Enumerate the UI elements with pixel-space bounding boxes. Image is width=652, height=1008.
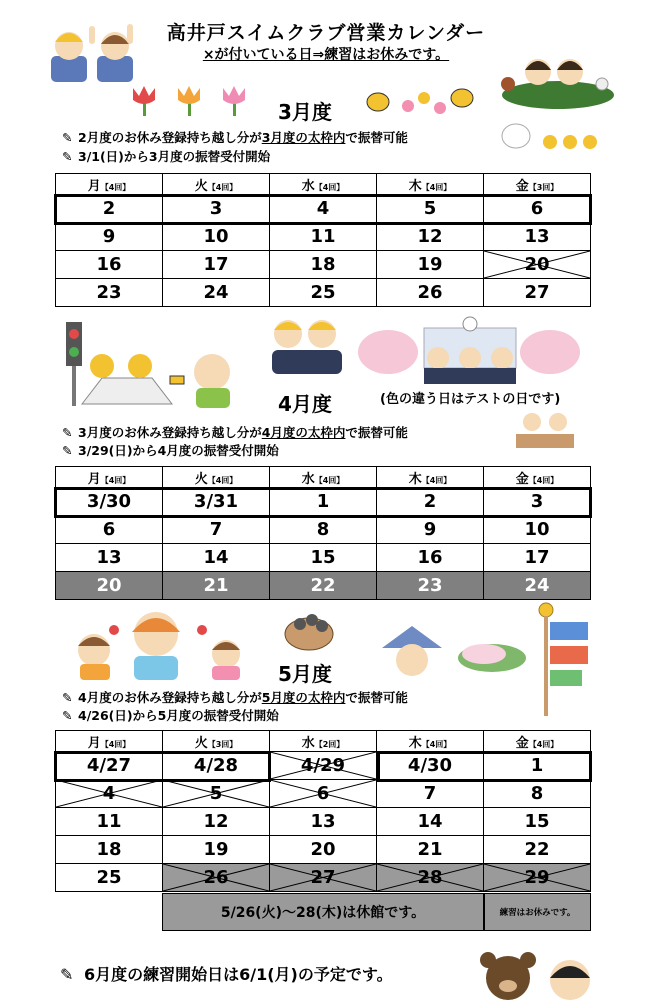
note-text: 3/1(日)から3月度の振替受付開始 bbox=[78, 149, 271, 164]
date-cell: 18 bbox=[56, 836, 163, 864]
friday-closed-notice bbox=[484, 893, 591, 931]
subtitle-text: ×が付いている日⇒練習はお休みです。 bbox=[202, 47, 450, 63]
test-day-cell: 20 bbox=[56, 572, 163, 600]
table-row-test-days bbox=[56, 572, 591, 600]
page-title: 高井戸スイムクラブ営業カレンダー bbox=[166, 22, 486, 44]
header-tue: 火【4回】 bbox=[163, 174, 270, 195]
date-cell: 14 bbox=[163, 544, 270, 572]
table-row bbox=[56, 808, 591, 836]
march-calendar-table bbox=[55, 173, 591, 307]
may-note-2 bbox=[62, 706, 279, 724]
table-row bbox=[56, 864, 591, 892]
tulips-icon bbox=[125, 82, 255, 118]
table-row bbox=[56, 488, 591, 516]
date-text: 4 bbox=[102, 783, 116, 804]
date-cell: 15 bbox=[484, 808, 591, 836]
pin-icon: ✎ bbox=[60, 965, 74, 984]
date-cell: 9 bbox=[377, 516, 484, 544]
basket-icon bbox=[282, 606, 336, 652]
date-cell: 22 bbox=[484, 836, 591, 864]
pin-icon: ✎ bbox=[62, 149, 73, 164]
note-text: で振替可能 bbox=[345, 425, 408, 440]
pin-icon: ✎ bbox=[62, 130, 73, 145]
kids-on-grass-icon bbox=[498, 40, 616, 110]
chicks-icon bbox=[498, 118, 616, 154]
date-cell: 19 bbox=[163, 836, 270, 864]
table-header-row bbox=[56, 731, 591, 752]
date-cell: 18 bbox=[270, 251, 377, 279]
crossing-scene-icon bbox=[62, 318, 242, 410]
date-cell: 23 bbox=[56, 279, 163, 307]
date-cell: 10 bbox=[484, 516, 591, 544]
carnation-kids-icon bbox=[66, 604, 258, 682]
header-mon: 月【4回】 bbox=[56, 467, 163, 488]
note-emphasis: 3月度の太枠内 bbox=[261, 130, 346, 145]
date-cell: 3 bbox=[163, 195, 270, 223]
closed-notice bbox=[162, 893, 484, 931]
pin-icon: ✎ bbox=[62, 690, 73, 705]
may-title: 5月度 bbox=[278, 662, 332, 686]
school-sakura-icon bbox=[358, 316, 580, 386]
date-cell: 12 bbox=[163, 808, 270, 836]
date-cell-cancelled bbox=[56, 780, 163, 808]
march-title: 3月度 bbox=[278, 100, 332, 124]
date-cell-cancelled bbox=[163, 780, 270, 808]
date-cell: 11 bbox=[56, 808, 163, 836]
test-day-cell: 23 bbox=[377, 572, 484, 600]
note-text: 3/29(日)から4月度の振替受付開始 bbox=[78, 443, 279, 458]
date-cell: 6 bbox=[56, 516, 163, 544]
date-cell: 19 bbox=[377, 251, 484, 279]
date-text: 6 bbox=[316, 783, 330, 804]
date-cell: 13 bbox=[484, 223, 591, 251]
closed-day-cell bbox=[163, 864, 270, 892]
header-thu: 木【4回】 bbox=[377, 731, 484, 752]
header-thu: 木【4回】 bbox=[377, 467, 484, 488]
table-row bbox=[56, 279, 591, 307]
date-cell: 3/31 bbox=[163, 488, 270, 516]
header-tue: 火【4回】 bbox=[163, 467, 270, 488]
date-cell: 7 bbox=[377, 780, 484, 808]
table-row bbox=[56, 516, 591, 544]
march-note-1 bbox=[62, 128, 408, 146]
date-text: 28 bbox=[417, 867, 443, 888]
date-cell: 26 bbox=[377, 279, 484, 307]
date-cell: 2 bbox=[56, 195, 163, 223]
closed-day-cell bbox=[270, 864, 377, 892]
date-text: 26 bbox=[203, 867, 229, 888]
date-cell: 16 bbox=[56, 251, 163, 279]
kabuto-kashiwamochi-icon bbox=[372, 622, 532, 682]
header-fri: 金【4回】 bbox=[484, 467, 591, 488]
test-day-cell: 21 bbox=[163, 572, 270, 600]
footer-text: 6月度の練習開始日は6/1(月)の予定です。 bbox=[84, 965, 393, 984]
date-cell: 2 bbox=[377, 488, 484, 516]
date-cell: 8 bbox=[484, 780, 591, 808]
note-text: で振替可能 bbox=[345, 690, 408, 705]
bees-flowers-icon bbox=[362, 84, 480, 120]
table-row bbox=[56, 780, 591, 808]
april-title: 4月度 bbox=[278, 392, 332, 416]
april-note-2 bbox=[62, 441, 279, 459]
date-text: 20 bbox=[524, 254, 550, 275]
date-cell: 13 bbox=[56, 544, 163, 572]
table-row bbox=[56, 223, 591, 251]
date-cell: 4/28 bbox=[163, 752, 270, 780]
date-cell: 12 bbox=[377, 223, 484, 251]
date-cell: 17 bbox=[484, 544, 591, 572]
date-cell: 20 bbox=[270, 836, 377, 864]
note-emphasis: 5月度の太枠内 bbox=[261, 690, 346, 705]
header-tue: 火【3回】 bbox=[163, 731, 270, 752]
header-mon: 月【4回】 bbox=[56, 731, 163, 752]
friday-closed-text: 練習はお休みです。 bbox=[499, 908, 576, 918]
pin-icon: ✎ bbox=[62, 708, 73, 723]
may-note-1 bbox=[62, 688, 408, 706]
test-day-cell: 22 bbox=[270, 572, 377, 600]
april-note-1 bbox=[62, 423, 408, 441]
date-cell: 1 bbox=[270, 488, 377, 516]
date-text: 4/29 bbox=[300, 755, 346, 776]
header-wed: 水【4回】 bbox=[270, 467, 377, 488]
table-row bbox=[56, 251, 591, 279]
students-icon bbox=[268, 314, 346, 376]
note-text: で振替可能 bbox=[345, 130, 408, 145]
date-cell: 11 bbox=[270, 223, 377, 251]
april-calendar-table bbox=[55, 466, 591, 600]
date-cell: 24 bbox=[163, 279, 270, 307]
test-day-note: (色の違う日はテストの日です) bbox=[380, 392, 561, 407]
date-cell: 15 bbox=[270, 544, 377, 572]
date-cell: 3/30 bbox=[56, 488, 163, 516]
date-cell: 1 bbox=[484, 752, 591, 780]
date-cell: 25 bbox=[56, 864, 163, 892]
date-cell: 4/30 bbox=[377, 752, 484, 780]
study-desk-icon bbox=[512, 408, 578, 452]
date-text: 29 bbox=[524, 867, 550, 888]
kids-waving-icon bbox=[45, 22, 140, 84]
pin-icon: ✎ bbox=[62, 425, 73, 440]
march-note-2 bbox=[62, 147, 270, 165]
footer-note bbox=[60, 962, 393, 985]
test-day-cell: 24 bbox=[484, 572, 591, 600]
date-cell: 10 bbox=[163, 223, 270, 251]
table-header-row bbox=[56, 467, 591, 488]
koinobori-icon bbox=[532, 600, 592, 718]
date-cell: 14 bbox=[377, 808, 484, 836]
header-wed: 水【4回】 bbox=[270, 174, 377, 195]
table-row bbox=[56, 544, 591, 572]
header-fri: 金【4回】 bbox=[484, 731, 591, 752]
note-text: 4/26(日)から5月度の振替受付開始 bbox=[78, 708, 279, 723]
header-thu: 木【4回】 bbox=[377, 174, 484, 195]
date-cell: 8 bbox=[270, 516, 377, 544]
pin-icon: ✎ bbox=[62, 443, 73, 458]
table-row bbox=[56, 836, 591, 864]
table-header-row bbox=[56, 174, 591, 195]
header-mon: 月【4回】 bbox=[56, 174, 163, 195]
date-cell: 3 bbox=[484, 488, 591, 516]
date-cell: 9 bbox=[56, 223, 163, 251]
date-cell-cancelled bbox=[270, 780, 377, 808]
date-cell: 5 bbox=[377, 195, 484, 223]
closed-day-cell bbox=[377, 864, 484, 892]
date-cell: 7 bbox=[163, 516, 270, 544]
date-cell: 27 bbox=[484, 279, 591, 307]
closed-notice-text: 5/26(火)〜28(木)は休館です。 bbox=[220, 905, 426, 921]
note-emphasis: 4月度の太枠内 bbox=[261, 425, 346, 440]
header-wed: 水【2回】 bbox=[270, 731, 377, 752]
note-text: 3月度のお休み登録持ち越し分が bbox=[78, 425, 262, 440]
date-text: 27 bbox=[310, 867, 336, 888]
date-cell: 25 bbox=[270, 279, 377, 307]
date-cell: 21 bbox=[377, 836, 484, 864]
date-cell: 4/27 bbox=[56, 752, 163, 780]
date-cell: 16 bbox=[377, 544, 484, 572]
date-cell: 13 bbox=[270, 808, 377, 836]
date-cell: 6 bbox=[484, 195, 591, 223]
table-row bbox=[56, 195, 591, 223]
note-text: 4月度のお休み登録持ち越し分が bbox=[78, 690, 262, 705]
note-text: 2月度のお休み登録持ち越し分が bbox=[78, 130, 262, 145]
date-cell-cancelled bbox=[270, 752, 377, 780]
closed-day-cell bbox=[484, 864, 591, 892]
date-cell: 4 bbox=[270, 195, 377, 223]
date-cell-cancelled bbox=[484, 251, 591, 279]
table-row bbox=[56, 752, 591, 780]
date-cell: 17 bbox=[163, 251, 270, 279]
may-calendar-table bbox=[55, 730, 591, 892]
date-text: 5 bbox=[209, 783, 223, 804]
header-fri: 金【3回】 bbox=[484, 174, 591, 195]
bear-kid-icon bbox=[478, 948, 598, 1002]
